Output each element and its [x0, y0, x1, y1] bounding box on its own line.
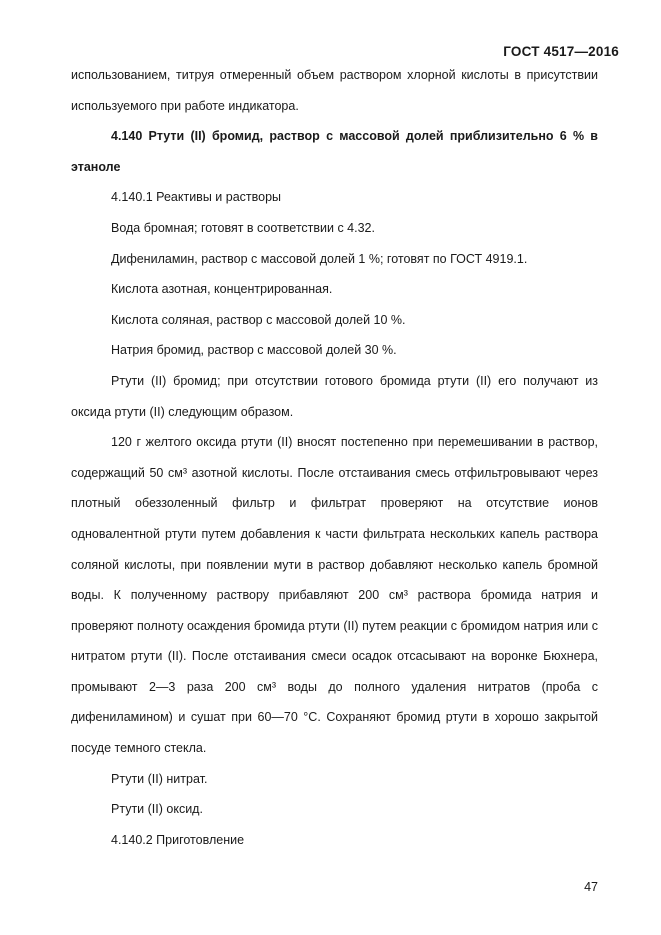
reagent-item: Кислота азотная, концентрированная. [111, 282, 333, 297]
procedure-paragraph: 120 г желтого оксида ртути (II) вносят постепенно при перемешивании в раствор, содержащий 50 см³ азотной кислоты. После отстаивания смесь отфильтровывают через плотный обеззоленный фильтр и фильтрат проверяют на отсутствие ионов одновалентной ртути путем добавления к части фильтрата нескольких капель раствора соляной кислоты, при появлении мути в раствор добавляют несколько капель бромной воды. К полученному раствору прибавляют 200 см³ раствора бромида натрия и проверяют полноту осаждения бромида ртути (II) путем реакции с бромидом натрия или с нитратом ртути (II). После отстаивания смеси осадок отсасывают на воронке Бюхнера, промывают 2—3 раза 200 см³ воды до полного удаления нитратов (проба с дифениламином) и сушат при 60—70 °С. Сохраняют бромид ртути в хорошо закрытой посуде темного стекла. [71, 435, 598, 756]
reagent-item: Натрия бромид, раствор с массовой долей 30 %. [111, 343, 397, 358]
subsection-heading: 4.140.2 Приготовление [111, 832, 245, 847]
reagent-item: Кислота соляная, раствор с массовой долей 10 %. [111, 312, 406, 327]
reagent-item: Ртути (II) оксид. [111, 802, 203, 817]
reagent-item: Ртути (II) нитрат. [111, 771, 208, 786]
document-body [71, 60, 598, 855]
reagent-item: Ртути (II) бромид; при отсутствии готового бромида ртути (II) его получают из оксида ртути (II) следующим образом. [71, 373, 598, 419]
reagent-item: Дифениламин, раствор с массовой долей 1 %; готовят по ГОСТ 4919.1. [111, 251, 528, 266]
page-number: 47 [584, 880, 598, 894]
section-heading: 4.140 Ртути (II) бромид, раствор с массовой долей приблизительно 6 % в этаноле [71, 129, 598, 174]
continuation-paragraph: использованием, титруя отмеренный объем раствором хлорной кислоты в присутствии используемого при работе индикатора. [71, 68, 598, 113]
reagent-item: Вода бромная; готовят в соответствии с 4.32. [111, 220, 375, 235]
document-header: ГОСТ 4517—2016 [503, 44, 619, 59]
subsection-heading: 4.140.1 Реактивы и растворы [111, 190, 282, 205]
